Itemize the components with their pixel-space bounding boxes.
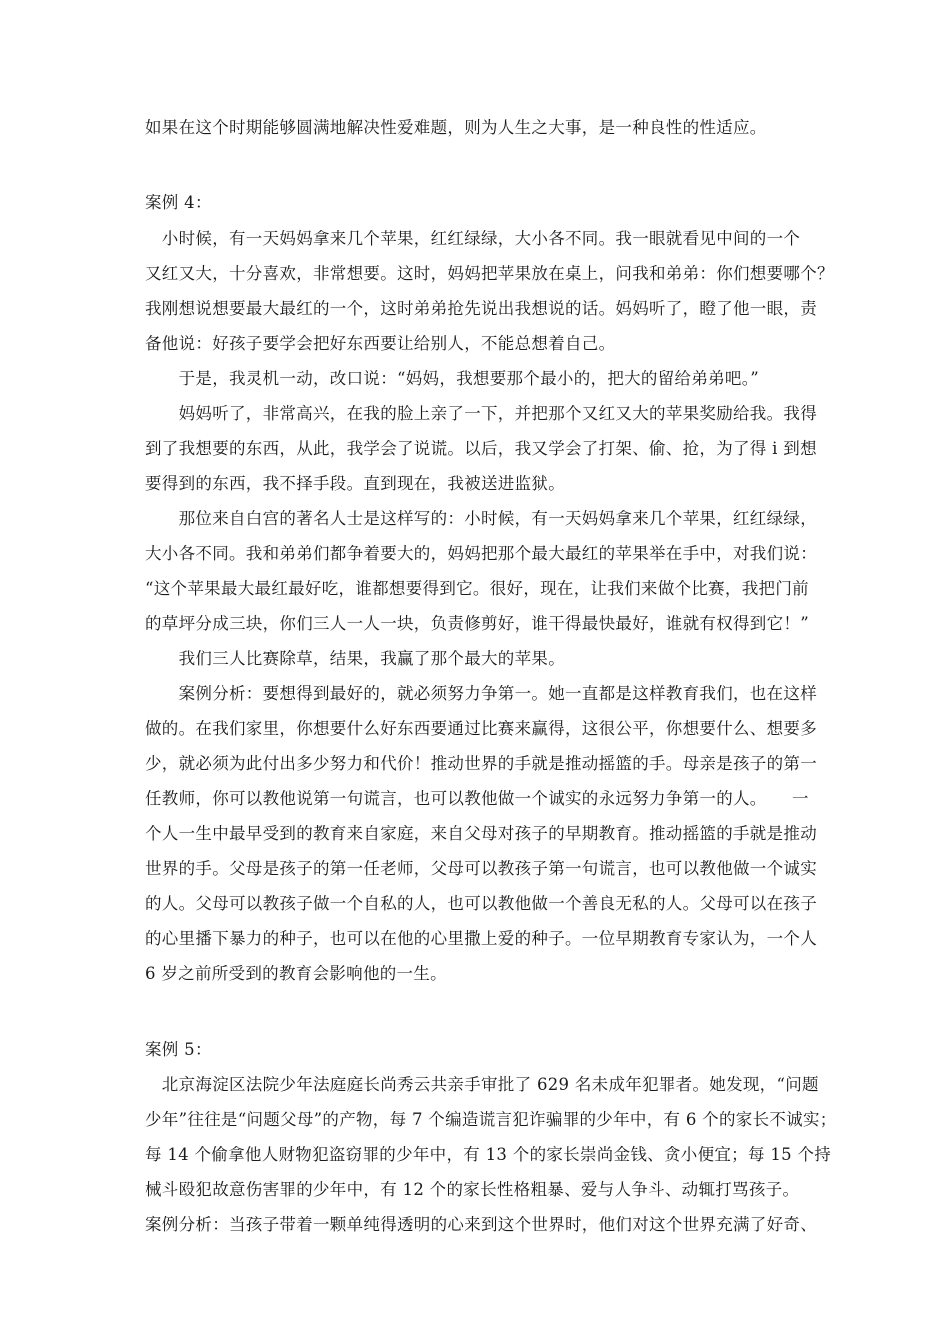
paragraph-line: 案例分析：当孩子带着一颗单纯得透明的心来到这个世界时，他们对这个世界充满了好奇、	[145, 1215, 817, 1234]
paragraph-line: 的心里播下暴力的种子，也可以在他的心里撒上爱的种子。一位早期教育专家认为，一个人	[145, 929, 817, 948]
paragraph-line: 又红又大，十分喜欢，非常想要。这时，妈妈把苹果放在桌上，问我和弟弟：你们想要哪个？	[145, 264, 834, 283]
paragraph-line: 北京海淀区法院少年法庭庭长尚秀云共亲手审批了 629 名未成年犯罪者。她发现，“问题	[145, 1075, 819, 1094]
paragraph-line: 任教师，你可以教他说第一句谎言，也可以教他做一个诚实的永远努力争第一的人。 一	[145, 789, 809, 808]
paragraph-line: 于是，我灵机一动，改口说：“妈妈，我想要那个最小的，把大的留给弟弟吧。”	[145, 369, 760, 388]
paragraph-line: 案例分析：要想得到最好的，就必须努力争第一。她一直都是这样教育我们，也在这样	[145, 684, 817, 703]
paragraph-line: 我刚想说想要最大最红的一个，这时弟弟抢先说出我想说的话。妈妈听了，瞪了他一眼，责	[145, 299, 817, 318]
case-5-heading: 案例 5：	[145, 1040, 212, 1059]
paragraph-line: 备他说：好孩子要学会把好东西要让给别人，不能总想着自己。	[145, 334, 616, 353]
paragraph-line: 6 岁之前所受到的教育会影响他的一生。	[145, 964, 447, 983]
paragraph-line: 大小各不同。我和弟弟们都争着要大的，妈妈把那个最大最红的苹果举在手中，对我们说：	[145, 544, 817, 563]
paragraph-line: 要得到的东西，我不择手段。直到现在，我被送进监狱。	[145, 474, 565, 493]
paragraph-line: 少年”往往是“问题父母”的产物，每 7 个编造谎言犯诈骗罪的少年中，有 6 个的家长不诚实；	[145, 1110, 837, 1129]
paragraph-line: 我们三人比赛除草，结果，我赢了那个最大的苹果。	[145, 649, 565, 668]
paragraph-line: 妈妈听了，非常高兴，在我的脸上亲了一下，并把那个又红又大的苹果奖励给我。我得	[145, 404, 817, 423]
paragraph-line: 少，就必须为此付出多少努力和代价！推动世界的手就是推动摇篮的手。母亲是孩子的第一	[145, 754, 817, 773]
paragraph-line: 的草坪分成三块，你们三人一人一块，负责修剪好，谁干得最快最好，谁就有权得到它！”	[145, 614, 809, 633]
paragraph-line: “这个苹果最大最红最好吃，谁都想要得到它。很好，现在，让我们来做个比赛，我把门前	[145, 579, 809, 598]
paragraph-line: 做的。在我们家里，你想要什么好东西要通过比赛来赢得，这很公平，你想要什么、想要多	[145, 719, 817, 738]
case-4-heading: 案例 4：	[145, 193, 212, 212]
paragraph-line: 那位来自白宫的著名人士是这样写的：小时候，有一天妈妈拿来几个苹果，红红绿绿，	[145, 509, 817, 528]
paragraph-line: 小时候，有一天妈妈拿来几个苹果，红红绿绿，大小各不同。我一眼就看见中间的一个	[145, 229, 801, 248]
paragraph-line: 械斗殴犯故意伤害罪的少年中，有 12 个的家长性格粗暴、爱与人争斗、动辄打骂孩子。	[145, 1180, 800, 1199]
paragraph-line: 到了我想要的东西，从此，我学会了说谎。以后，我又学会了打架、偷、抢，为了得 i 到想	[145, 439, 817, 458]
paragraph-line: 每 14 个偷拿他人财物犯盗窃罪的少年中，有 13 个的家长崇尚金钱、贪小便宜；每 15 个持	[145, 1145, 832, 1164]
paragraph-line: 个人一生中最早受到的教育来自家庭，来自父母对孩子的早期教育。推动摇篮的手就是推动	[145, 824, 817, 843]
paragraph-line: 的人。父母可以教孩子做一个自私的人，也可以教他做一个善良无私的人。父母可以在孩子	[145, 894, 817, 913]
paragraph-line: 如果在这个时期能够圆满地解决性爱难题，则为人生之大事，是一种良性的性适应。	[145, 118, 767, 137]
paragraph-line: 世界的手。父母是孩子的第一任老师，父母可以教孩子第一句谎言，也可以教他做一个诚实	[145, 859, 817, 878]
